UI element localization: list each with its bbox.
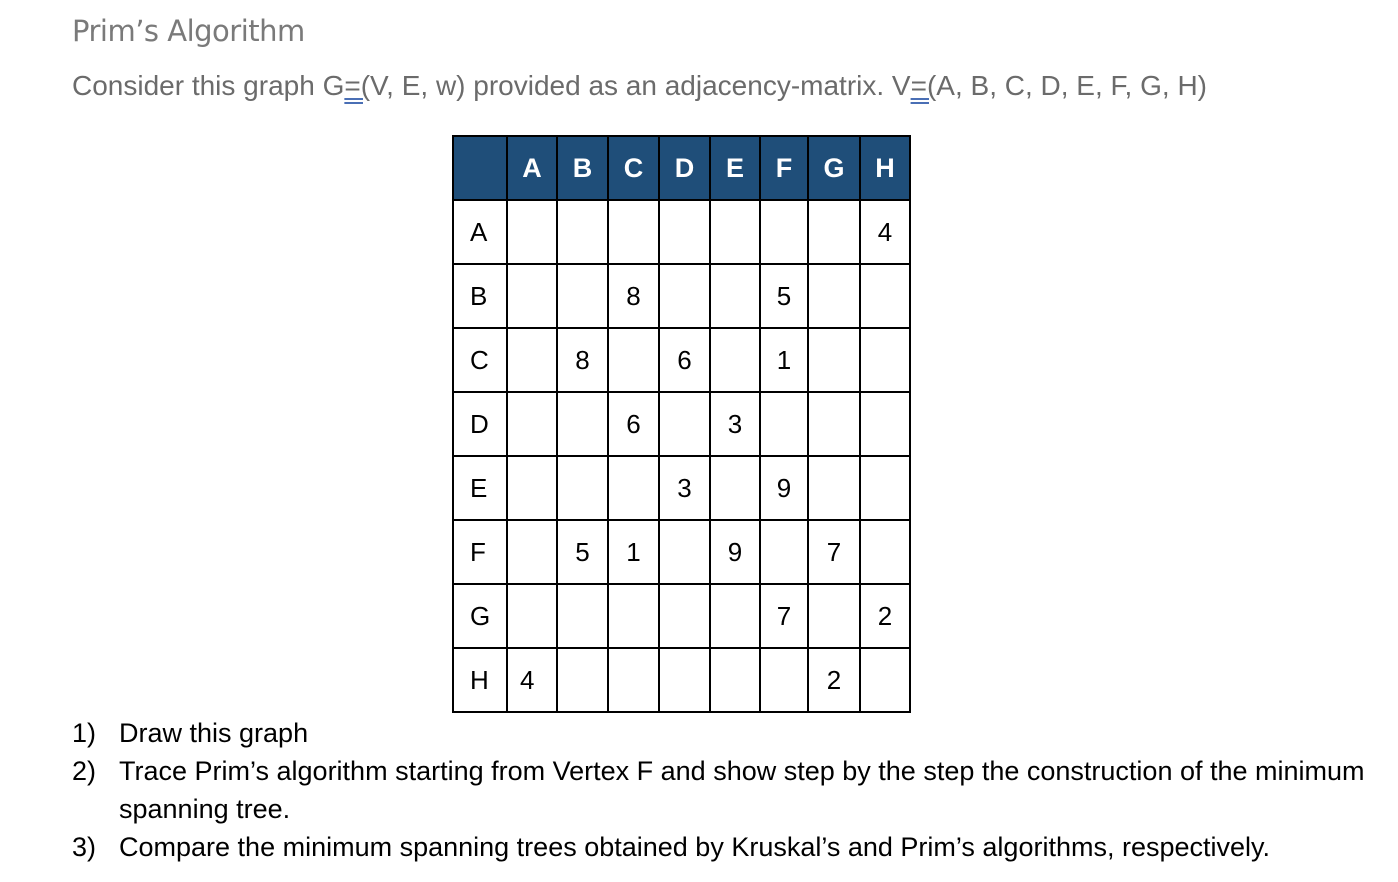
statement-part-3: A, B, C, D, E, F, G, H) [936, 70, 1207, 101]
matrix-cell-f-a [507, 520, 557, 584]
question-item [72, 752, 1382, 828]
matrix-row-c [453, 328, 910, 392]
problem-statement [72, 70, 1207, 102]
column-header-c: C [608, 136, 659, 200]
matrix-cell-b-e [710, 264, 760, 328]
matrix-cell-h-d [659, 648, 710, 712]
matrix-cell-g-e [710, 584, 760, 648]
question-list [72, 714, 1382, 866]
matrix-cell-f-g: 7 [808, 520, 860, 584]
question-text: Draw this graph [119, 718, 309, 748]
matrix-cell-a-d [659, 200, 710, 264]
matrix-cell-h-c [608, 648, 659, 712]
matrix-cell-g-g [808, 584, 860, 648]
matrix-cell-h-a: 4 [507, 648, 557, 712]
matrix-cell-c-a [507, 328, 557, 392]
matrix-cell-d-d [659, 392, 710, 456]
row-header-e: E [453, 456, 507, 520]
matrix-cell-f-d [659, 520, 710, 584]
column-header-a: A [507, 136, 557, 200]
matrix-cell-b-f: 5 [760, 264, 808, 328]
matrix-cell-g-f: 7 [760, 584, 808, 648]
question-item [72, 828, 1382, 866]
matrix-row-g [453, 584, 910, 648]
matrix-row-h [453, 648, 910, 712]
matrix-cell-b-h [860, 264, 910, 328]
column-header-b: B [557, 136, 608, 200]
matrix-cell-a-e [710, 200, 760, 264]
matrix-cell-d-f [760, 392, 808, 456]
matrix-cell-e-e [710, 456, 760, 520]
matrix-cell-b-c: 8 [608, 264, 659, 328]
question-number: 1) [72, 718, 97, 748]
matrix-cell-e-a [507, 456, 557, 520]
matrix-cell-d-a [507, 392, 557, 456]
matrix-row-d [453, 392, 910, 456]
row-header-b: B [453, 264, 507, 328]
matrix-cell-f-e: 9 [710, 520, 760, 584]
matrix-cell-a-h: 4 [860, 200, 910, 264]
matrix-cell-a-b [557, 200, 608, 264]
matrix-row-b [453, 264, 910, 328]
statement-equals-2: =( [910, 70, 937, 101]
column-header-f: F [760, 136, 808, 200]
matrix-cell-a-c [608, 200, 659, 264]
matrix-cell-g-b [557, 584, 608, 648]
matrix-cell-c-h [860, 328, 910, 392]
matrix-cell-f-b: 5 [557, 520, 608, 584]
question-item [72, 714, 1382, 752]
matrix-cell-d-e: 3 [710, 392, 760, 456]
matrix-cell-a-g [808, 200, 860, 264]
column-header-h: H [860, 136, 910, 200]
matrix-cell-h-h [860, 648, 910, 712]
row-header-h: H [453, 648, 507, 712]
row-header-f: F [453, 520, 507, 584]
matrix-cell-d-b [557, 392, 608, 456]
row-header-c: C [453, 328, 507, 392]
matrix-cell-g-c [608, 584, 659, 648]
matrix-cell-b-b [557, 264, 608, 328]
column-header-d: D [659, 136, 710, 200]
page-title: Prim’s Algorithm [72, 14, 305, 48]
matrix-cell-a-a [507, 200, 557, 264]
column-header-e: E [710, 136, 760, 200]
matrix-cell-e-g [808, 456, 860, 520]
matrix-cell-h-f [760, 648, 808, 712]
statement-part-1: Consider this graph G [72, 70, 345, 101]
matrix-cell-d-c: 6 [608, 392, 659, 456]
matrix-cell-e-b [557, 456, 608, 520]
row-header-a: A [453, 200, 507, 264]
matrix-cell-f-h [860, 520, 910, 584]
matrix-cell-b-a [507, 264, 557, 328]
matrix-cell-b-d [659, 264, 710, 328]
matrix-cell-c-b: 8 [557, 328, 608, 392]
matrix-cell-c-g [808, 328, 860, 392]
question-text: Trace Prim’s algorithm starting from Vertex F and show step by the step the construction of the minimum spanning tree. [119, 756, 1365, 824]
matrix-cell-e-f: 9 [760, 456, 808, 520]
row-header-d: D [453, 392, 507, 456]
adjacency-matrix [452, 135, 911, 713]
row-header-g: G [453, 584, 507, 648]
matrix-row-a [453, 200, 910, 264]
matrix-cell-d-g [808, 392, 860, 456]
matrix-cell-a-f [760, 200, 808, 264]
matrix-row-e [453, 456, 910, 520]
question-number: 2) [72, 756, 97, 786]
column-header-g: G [808, 136, 860, 200]
matrix-cell-h-g: 2 [808, 648, 860, 712]
matrix-cell-c-d: 6 [659, 328, 710, 392]
matrix-cell-g-h: 2 [860, 584, 910, 648]
matrix-cell-c-c [608, 328, 659, 392]
matrix-cell-g-a [507, 584, 557, 648]
matrix-cell-d-h [860, 392, 910, 456]
matrix-cell-f-f [760, 520, 808, 584]
matrix-cell-h-b [557, 648, 608, 712]
matrix-cell-c-e [710, 328, 760, 392]
statement-part-2: V, E, w) provided as an adjacency-matrix. V [370, 70, 911, 101]
matrix-cell-g-d [659, 584, 710, 648]
matrix-cell-e-d: 3 [659, 456, 710, 520]
matrix-cell-e-c [608, 456, 659, 520]
matrix-cell-h-e [710, 648, 760, 712]
matrix-cell-f-c: 1 [608, 520, 659, 584]
matrix-cell-c-f: 1 [760, 328, 808, 392]
question-text: Compare the minimum spanning trees obtained by Kruskal’s and Prim’s algorithms, respectively. [119, 832, 1271, 862]
statement-equals-1: =( [344, 70, 371, 101]
question-number: 3) [72, 832, 97, 862]
matrix-corner-cell [453, 136, 507, 200]
matrix-cell-e-h [860, 456, 910, 520]
matrix-cell-b-g [808, 264, 860, 328]
matrix-row-f [453, 520, 910, 584]
